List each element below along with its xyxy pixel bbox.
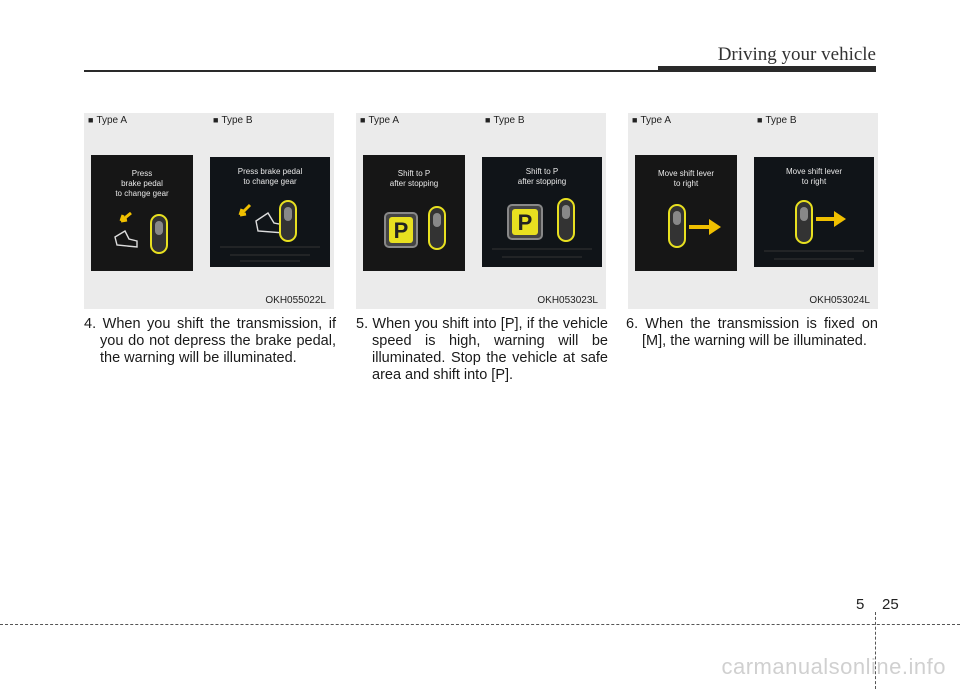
screen-message: Press brake pedal to change gear: [115, 169, 169, 198]
cluster-screen: [91, 155, 193, 271]
shift-lever-icon: [635, 155, 737, 271]
panel-type-b: [209, 113, 330, 309]
square-bullet-icon: ■: [213, 115, 219, 125]
header-title: Driving your vehicle: [717, 44, 876, 65]
shift-lever-icon: [91, 155, 193, 271]
cluster-screen: [754, 157, 874, 267]
panel-type-b: [481, 113, 602, 309]
screen-message: Press brake pedal to change gear: [237, 167, 303, 186]
figure-code: OKH055022L: [265, 295, 326, 306]
type-b-label: ■ Type B: [485, 115, 525, 126]
panel-type-a: [628, 113, 749, 309]
page-number: 25: [882, 596, 899, 613]
watermark: carmanualsonline.info: [721, 654, 946, 679]
type-b-label: ■ Type B: [757, 115, 797, 126]
panel-type-a: [84, 113, 205, 309]
square-bullet-icon: ■: [360, 115, 366, 125]
caption-step-4: 4. When you shift the transmission, if you do not depress the brake pedal, the warning will be illuminated.: [84, 316, 336, 366]
screen-message: Shift to P after stopping: [517, 167, 567, 186]
chapter-number: 5: [856, 596, 865, 613]
figure-brake-warning: [84, 113, 334, 309]
cluster-screen: [635, 155, 737, 271]
square-bullet-icon: ■: [757, 115, 763, 125]
square-bullet-icon: ■: [88, 115, 94, 125]
panel-type-a: [356, 113, 477, 309]
arrow-icon: [240, 205, 250, 215]
type-a-label: ■ Type A: [632, 115, 672, 126]
header-rule-accent: [658, 66, 876, 72]
type-b-label: ■ Type B: [213, 115, 253, 126]
arrow-icon: [121, 213, 131, 221]
figure-shift-to-p: [356, 113, 606, 309]
figure-code: OKH053024L: [809, 295, 870, 306]
screen-message: Shift to P after stopping: [389, 169, 439, 188]
park-indicator-icon: [482, 157, 602, 267]
screen-message: Move shift lever to right: [657, 169, 715, 188]
arrow-right-icon: [689, 219, 721, 235]
footer-rule: [0, 624, 960, 625]
svg-text:P: P: [517, 210, 533, 235]
caption-step-5: 5. When you shift into [P], if the vehicle speed is high, warning will be illuminated. Stop the vehicle at safe area and shift into [P].: [356, 316, 608, 383]
square-bullet-icon: ■: [485, 115, 491, 125]
caption-step-6: 6. When the transmission is fixed on [M], the warning will be illuminated.: [626, 316, 878, 349]
figure-code: OKH053023L: [537, 295, 598, 306]
cluster-screen: [210, 157, 330, 267]
square-bullet-icon: ■: [632, 115, 638, 125]
arrow-right-icon: [816, 211, 846, 227]
type-a-label: ■ Type A: [88, 115, 128, 126]
shift-lever-icon: [210, 157, 330, 267]
figure-move-lever: [628, 113, 878, 309]
svg-text:P: P: [393, 218, 409, 243]
cluster-screen: [363, 155, 465, 271]
park-indicator-icon: [363, 155, 465, 271]
cluster-screen: [482, 157, 602, 267]
shift-lever-icon: [754, 157, 874, 267]
screen-message: Move shift lever to right: [785, 167, 843, 186]
type-a-label: ■ Type A: [360, 115, 400, 126]
panel-type-b: [753, 113, 874, 309]
